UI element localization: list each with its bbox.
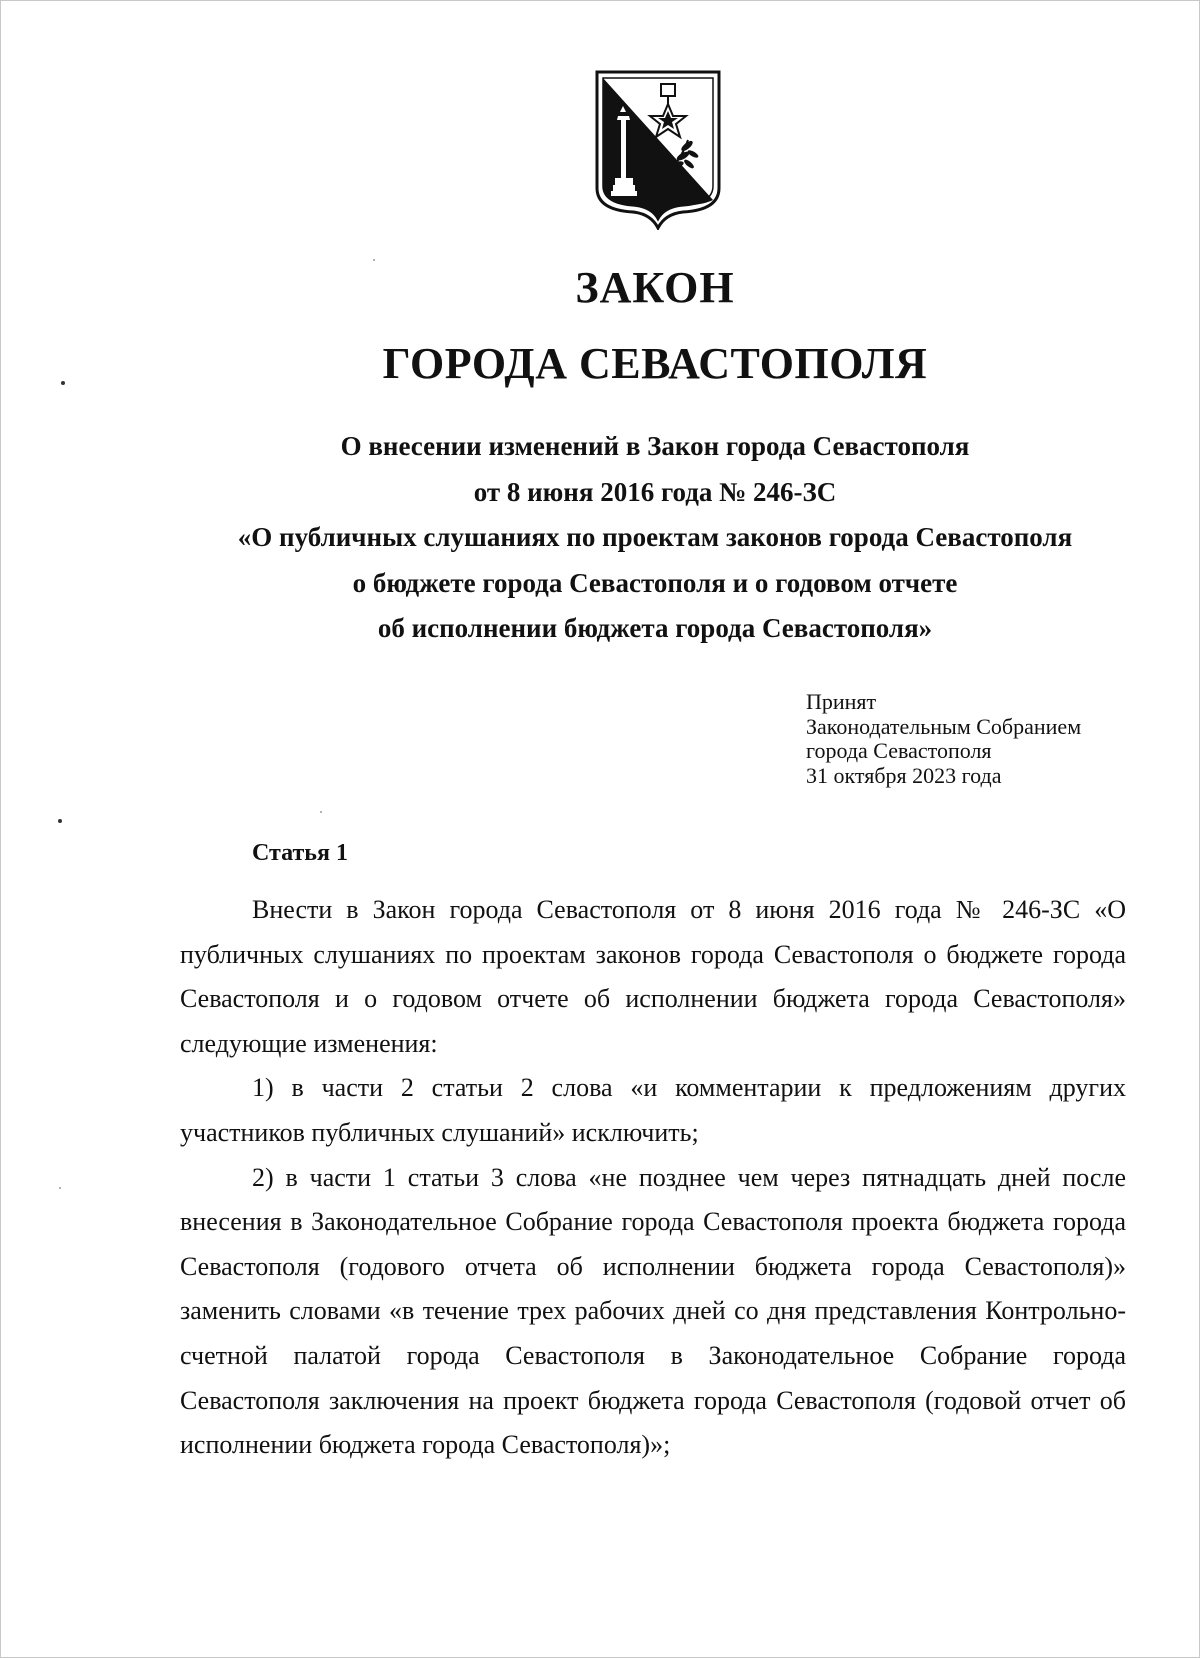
sevastopol-coat-of-arms-icon [593,70,723,230]
paragraph: 2) в части 1 статьи 3 слова «не позднее чем через пятнадцать дней после внесения в Законодательное Собрание города Севастополя проекта бюджета города Севастополя (годового отчета об исполнении бюджета города Севастополя)» заменить словами «в течение трех рабочих дней со дня представления Контрольно-счетной палатой города Севастополя в Законодательное Собрание города Севастополя заключения на проект бюджета города Севастополя (годовой отчет об исполнении бюджета города Севастополя)»; [180,1162,1126,1460]
adoption-stamp [806,690,1081,788]
scan-speck [59,1187,61,1189]
subtitle-line: О внесении изменений в Закон города Севастополя [340,431,970,461]
scan-speck [58,819,62,823]
subtitle-line: об исполнении бюджета города Севастополя» [377,613,933,643]
adoption-date: 31 октября 2023 года [806,762,1002,788]
article-body [180,888,1126,1468]
subtitle-line: о бюджете города Севастополя и о годовом отчете [352,567,958,598]
page-edge-top [0,0,1200,1]
adoption-line: города Севастополя [806,738,992,763]
document-heading-city: ГОРОДА СЕВАСТОПОЛЯ [382,339,928,388]
article-title: Статья 1 [252,840,348,866]
adoption-line: Принят [806,689,877,714]
adoption-line: Законодательным Собранием [806,713,1082,739]
subtitle-line: от 8 июня 2016 года № 246-ЗС [473,476,837,507]
page-edge-left [0,0,1,1658]
scan-speck [373,259,375,261]
document-subtitle [160,424,1150,652]
subtitle-line: «О публичных слушаниях по проектам законов города Севастополя [237,522,1073,552]
document-heading-law: ЗАКОН [575,263,735,312]
paragraph: 1) в части 2 статьи 2 слова «и комментарии к предложениям других участников публичных слушаний» исключить; [180,1073,1126,1147]
scan-speck [61,381,65,385]
scan-speck [320,811,322,813]
paragraph: Внести в Закон города Севастополя от 8 июня 2016 года № 246-ЗС «О публичных слушаниях по проектам законов города Севастополя о бюджете города Севастополя и о годовом отчете об исполнении бюджета города Севастополя» следующие изменения: [180,895,1126,1058]
